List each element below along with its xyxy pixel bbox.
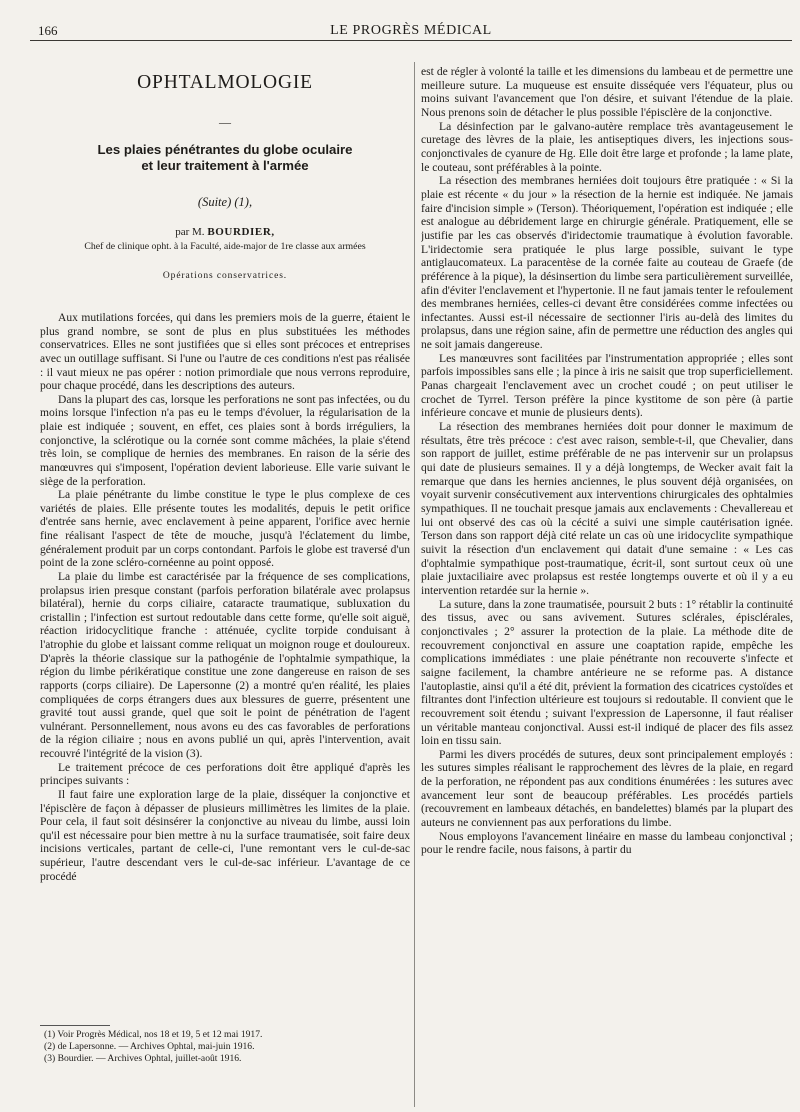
footnote-3: (3) Bourdier. — Archives Ophtal, juillet-août 1916. xyxy=(44,1053,242,1064)
left-paragraph-2: Dans la plupart des cas, lorsque les perforations ne sont pas infectées, ou du moins lorsque l'infection n'a pas eu le temps d'évoluer, la régularisation de la plaie est indiquée ; souvent, en effet, ces plaies sont à bords irréguliers, la conjonctive, la sclérotique ou la cornée sont comme mâchées, la plaie s'étend très loin, se complique de hernies des membranes. En raison de la série des manœuvres qui s'imposent, l'opération devient laborieuse. Elle varie suivant le siège de la perforation. xyxy=(40,393,410,488)
right-paragraph-6: La suture, dans la zone traumatisée, poursuit 2 buts : 1° rétablir la continuité des tissus, avec ou sans avivement. Sutures sclérales, épisclérales, conjonctivales ; 2° assurer la protection de la plaie. La méthode dite de recouvrement conjonctival en assure une coaptation rapide, empêche les complications immédiates : une plaie pénétrante non recouverte s'infecte et saigne facilement, la chambre antérieure ne se reforme pas. A distance l'autoplastie, ainsi qu'il a été dit, prévient la formation des cicatrices cystoïdes et filtrantes dont l'infection ultérieure est toujours si redoutable. Il convient que le recouvrement soit étendu ; suivant l'expression de Lapersonne, il faut réaliser un véritable manteau conjonctival. Aussi est-il indiqué de placer des fils assez loin en tissu sain. xyxy=(421,597,793,748)
subsection-title: Opérations conservatrices. xyxy=(162,271,288,281)
left-column xyxy=(40,68,410,1018)
article-suite: (Suite) (1), xyxy=(197,195,253,209)
header-rule xyxy=(30,40,792,41)
left-paragraph-6: Il faut faire une exploration large de la plaie, disséquer la conjonctive et l'épisclère de façon à dépasser de plusieurs millimètres les limites de la plaie. Pour cela, il faut soit désinsérer la conjonctive au niveau du limbe, aussi loin qu'il est nécessaire pour bien mettre à nu la surface traumatisée, soit faire deux incisions verticales, partant de celle-ci, l'une remontant vers le cul-de-sac supérieur, l'autre descendant vers le cul-de-sac inférieur. L'avantage de ce procédé xyxy=(40,788,410,883)
right-paragraph-7: Parmi les divers procédés de sutures, deux sont principalement employés : les sutures simples réalisant le rapprochement des lèvres de la plaie, en regard de la perforation, ne répondent pas aux conditions énumérées : les sutures avec avancement leur sont de beaucoup préférables. Les procédés partiels (recouvrement en lambeaux détachés, en bandelettes) blamés par la plupart des auteurs ne conviennent pas aux perforations du limbe. xyxy=(421,747,793,830)
column-divider xyxy=(414,62,415,1107)
left-paragraph-1: Aux mutilations forcées, qui dans les premiers mois de la guerre, étaient le plus grand nombre, se sont de plus en plus substituées les méthodes conservatrices. Elles ne sont justifiées que si elles sont précoces et entreprises avec un outillage suffisant. Si l'une ou l'autre de ces conditions n'est pas réalisée : il vaut mieux ne pas opérer : notion primordiale que nous verrons reproduire, pour chaque procédé, dans les descriptions des auteurs. xyxy=(40,312,410,393)
article-title-line2: et leur traitement à l'armée xyxy=(141,158,309,173)
footnotes xyxy=(40,1029,410,1065)
author-name: BOURDIER, xyxy=(207,226,275,238)
running-header xyxy=(30,20,792,40)
left-paragraph-4: La plaie du limbe est caractérisée par la fréquence de ses complications, prolapsus irien presque constant (parfois perforation bilatérale avec prolapsus bilatéral), hernie du corps ciliaire, cataracte traumatique, subluxation du cristallin ; l'infection est surtout redoutable dans cette forme, qu'elle soit aiguë, réaction iridocyclitique franche : atténuée, cyclite torpide conduisant à l'atrophie du globe et laissant comme reliquat un moignon rouge et douloureux. D'après la théorie classique sur la pathogénie de l'ophtalmie sympathique, la région du limbe périkératique constitue une zone dangereuse en raison de ses rapports (corps ciliaire). De Lapersonne (2) a montré qu'en réalité, les plaies compliquées de corps étrangers dues aux blessures de guerre, présentent une gravité tout aussi grande, quel que soit le point de pénétration de l'agent vulnérant. Personnellement, nous avons eu des cas favorables de perforations de la région ciliaire ; nous en avons publié un qui, après l'intervention, avait recouvré l'intégrité de la vision (3). xyxy=(40,570,410,760)
byline-prefix: par M. xyxy=(175,226,205,238)
left-paragraph-5: Le traitement précoce de ces perforations doit être appliqué d'après les principes suivants : xyxy=(40,761,410,788)
section-dash: — xyxy=(219,115,231,129)
footnote-1: (1) Voir Progrès Médical, nos 18 et 19, 5 et 12 mai 1917. xyxy=(44,1029,263,1040)
footnote-2: (2) de Lapersonne. — Archives Ophtal, mai-juin 1916. xyxy=(44,1041,255,1052)
right-paragraph-2: La désinfection par le galvano-autère remplace très avantageusement le curetage des lèvres de la plaie, les antiseptiques divers, les injections sous-conjonctivales de cyanure de Hg. Elle doit être large et profonde ; la lame plate, le couteau, sont préférables à la pointe. xyxy=(421,119,793,174)
right-paragraph-1: est de régler à volonté la taille et les dimensions du lambeau et de permettre une meilleure suture. La muqueuse est ensuite disséquée vers l'équateur, plus ou moins suivant l'avancement que l'on désire, et suivant l'étendue de la plaie. Nous prenons soin de détacher le plus possible l'épisclère de la conjonctive. xyxy=(421,65,793,119)
byline xyxy=(40,226,410,240)
right-paragraph-5: La résection des membranes herniées doit pour donner le maximum de résultats, être très précoce : c'est avec raison, semble-t-il, que Chevalier, dans son rapport de juillet, estime préférable de ne pas intervenir sur un prolapsus qui date de plusieurs semaines. Il y a déjà longtemps, de Wecker avait fait la remarque que dans les hernies anciennes, le plus souvent déjà organisées, on voyait survenir consécutivement aux interventions chirurgicales des ophtalmies sympathiques. Il ne touchait presque jamais aux enclavements : Chevallereau et lui ont observé des cas où la cécité a suivi une simple cautérisation ignée. Terson dans son rapport déjà cité relate un cas où une iridocyclite sympathique suivit la résection d'un enclavement qui datait d'une semaine : « Les cas d'ophtalmie sympathique post-traumatique, écrit-il, sont surtout ceux où une plaie juxtaciliaire avec prolapsus est restée longtemps ouverte et où il y a eu intervention retardée sur la hernie ». xyxy=(421,420,793,597)
journal-title: LE PROGRÈS MÉDICAL xyxy=(330,23,492,38)
right-column xyxy=(421,65,793,1105)
page-number: 166 xyxy=(38,23,58,38)
left-paragraph-3: La plaie pénétrante du limbe constitue le type le plus complexe de ces variétés de plaies. Elle présente toutes les modalités, depuis le petit orifice d'entrée sans hernie, avec enclavement à peine apparent, l'orifice avec hernie fine réalisant l'aspect de tête de mouche, jusqu'à l'éclatement du limbe, généralement produit par un corps contondant. Parfois le globe est traversé d'un point de la zone scléro-cornéenne au point opposé. xyxy=(40,489,410,570)
footnote-rule xyxy=(40,1025,110,1026)
section-title: OPHTALMOLOGIE xyxy=(137,72,313,93)
right-paragraph-3: La résection des membranes herniées doit toujours être pratiquée : « Si la plaie est récente « du jour » la résection de la hernie est indiquée. Ne jamais faire d'incision simple » (Terson). Théoriquement, l'opération est indiquée ; elle est analogue au débridement large en chirurgie générale. Pratiquement, elle se justifie par les cas observés d'iridectomie traumatique à évolution favorable. L'iridectomie sera pratiquée le plus large possible, suivant le type antiglaucomateux. La paracentèse de la cornée faite au couteau de Graefe (de préférence à la pique), la désinsertion du limbe sera particulièrement surveillée, afin d'éviter l'enclavement et l'hypertonie. Il ne faut jamais tenter le refoulement des membranes herniées, celles-ci devant être considérées comme infectées ou infectantes. Aussi est-il nécessaire de sectionner l'iris au-delà des limites du prolapsus, dans une région saine, afin de permettre une réduction des angles qui ne soit jamais dangereuse. xyxy=(421,174,793,352)
right-paragraph-8: Nous employons l'avancement linéaire en masse du lambeau conjonctival ; pour le rendre facile, nous faisons, à partir du xyxy=(421,829,793,857)
article-title-line1: Les plaies pénétrantes du globe oculaire xyxy=(97,142,353,157)
right-paragraph-4: Les manœuvres sont facilitées par l'instrumentation appropriée ; elles sont parfois impossibles sans elle ; la pince à iris ne saisit que trop superficiellement. Panas chargeait l'enclavement avec un crochet coudé ; on peut utiliser le crochet de Tyrrel. Terson préfère la pince kystitome de son père (à partie inférieure concave et munie de plusieurs dents). xyxy=(421,351,793,420)
author-affiliation: Chef de clinique opht. à la Faculté, aide-major de 1re classe aux armées xyxy=(84,241,366,252)
